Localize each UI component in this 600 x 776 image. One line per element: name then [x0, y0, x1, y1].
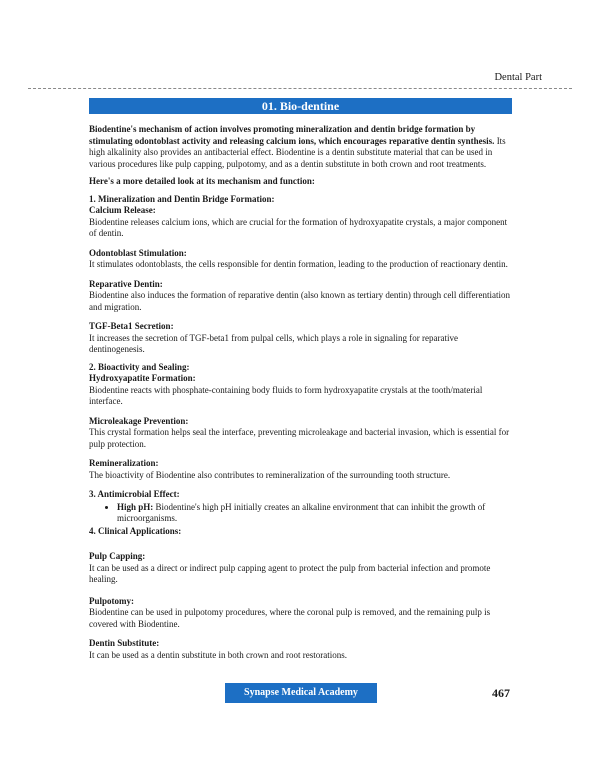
list-item: [117, 502, 513, 525]
reparative-title: Reparative Dentin:: [89, 278, 163, 289]
pulpcap-text: It can be used as a direct or indirect pulp capping agent to protect the pulp from bacterial infection and promote healing.: [89, 562, 491, 584]
pulpcap-title: Pulp Capping:: [89, 551, 146, 561]
antimicrobial-list: [89, 502, 513, 525]
calcium-title: Calcium Release:: [89, 205, 156, 215]
odonto-title: Odontoblast Stimulation:: [89, 247, 187, 258]
hydroxy-text: Biodentine reacts with phosphate-containing body fluids to form hydroxyapatite crystals at the tooth/material interface.: [89, 384, 483, 406]
header-divider: [28, 88, 572, 89]
micro-text: This crystal formation helps seal the interface, preventing microleakage and bacterial invasion, which is essential for pulp protection.: [89, 427, 510, 449]
s3-heading: 3. Antimicrobial Effect:: [89, 489, 180, 499]
intro-bold: Biodentine's mechanism of action involves promoting mineralization and dentin bridge formation by stimulating odontoblast activity and releasing calcium ions, which encourages reparative dentin synthesis.: [89, 124, 495, 146]
section-title: 01. Bio-dentine: [89, 98, 512, 114]
s1-heading: 1. Mineralization and Dentin Bridge Formation:: [89, 193, 275, 204]
substitute-text: It can be used as a dentin substitute in both crown and root restorations.: [89, 649, 347, 660]
bullet-text: Biodentine's high pH initially creates an alkaline environment that can inhibit the growth of microorganisms.: [117, 501, 486, 523]
bullet-bold: High pH:: [117, 501, 154, 512]
intro-paragraph: [89, 124, 513, 170]
s2-heading: 2. Bioactivity and Sealing:: [89, 361, 190, 372]
page-number: 467: [492, 686, 510, 700]
pulpotomy-title: Pulpotomy:: [89, 595, 134, 606]
substitute-title: Dentin Substitute:: [89, 638, 160, 648]
pulpotomy-text: Biodentine can be used in pulpotomy procedures, where the coronal pulp is removed, and the remaining pulp is covered with Biodentine.: [89, 607, 491, 629]
intro-rest: Its high alkalinity also provides an antibacterial effect. Biodentine is a dentin substitute material that can be used in various procedures like pulp capping, pulpotomy, and as a dentin substitute in both crown and root treatments.: [89, 135, 506, 169]
s4-heading: 4. Clinical Applications:: [89, 525, 182, 536]
running-header: Dental Part: [494, 72, 542, 83]
remin-text: The bioactivity of Biodentine also contributes to remineralization of the surrounding tooth structure.: [89, 469, 451, 480]
main-content: [89, 124, 513, 667]
calcium-text: Biodentine releases calcium ions, which are crucial for the formation of hydroxyapatite crystals, a major component of dentin.: [89, 216, 508, 238]
remin-title: Remineralization:: [89, 458, 159, 468]
reparative-text: Biodentine also induces the formation of reparative dentin (also known as tertiary dentin) through cell differentiation and migration.: [89, 290, 510, 312]
odonto-text: It stimulates odontoblasts, the cells responsible for dentin formation, leading to the production of reactionary dentin.: [89, 259, 508, 269]
hydroxy-title: Hydroxyapatite Formation:: [89, 373, 196, 383]
tgf-title: TGF-Beta1 Secretion:: [89, 321, 174, 331]
tgf-text: It increases the secretion of TGF-beta1 from pulpal cells, which plays a role in signaling for reparative dentinogenesis.: [89, 332, 458, 354]
academy-label: Synapse Medical Academy: [225, 683, 377, 703]
micro-title: Microleakage Prevention:: [89, 415, 189, 426]
lead-text: Here's a more detailed look at its mechanism and function:: [89, 176, 315, 186]
